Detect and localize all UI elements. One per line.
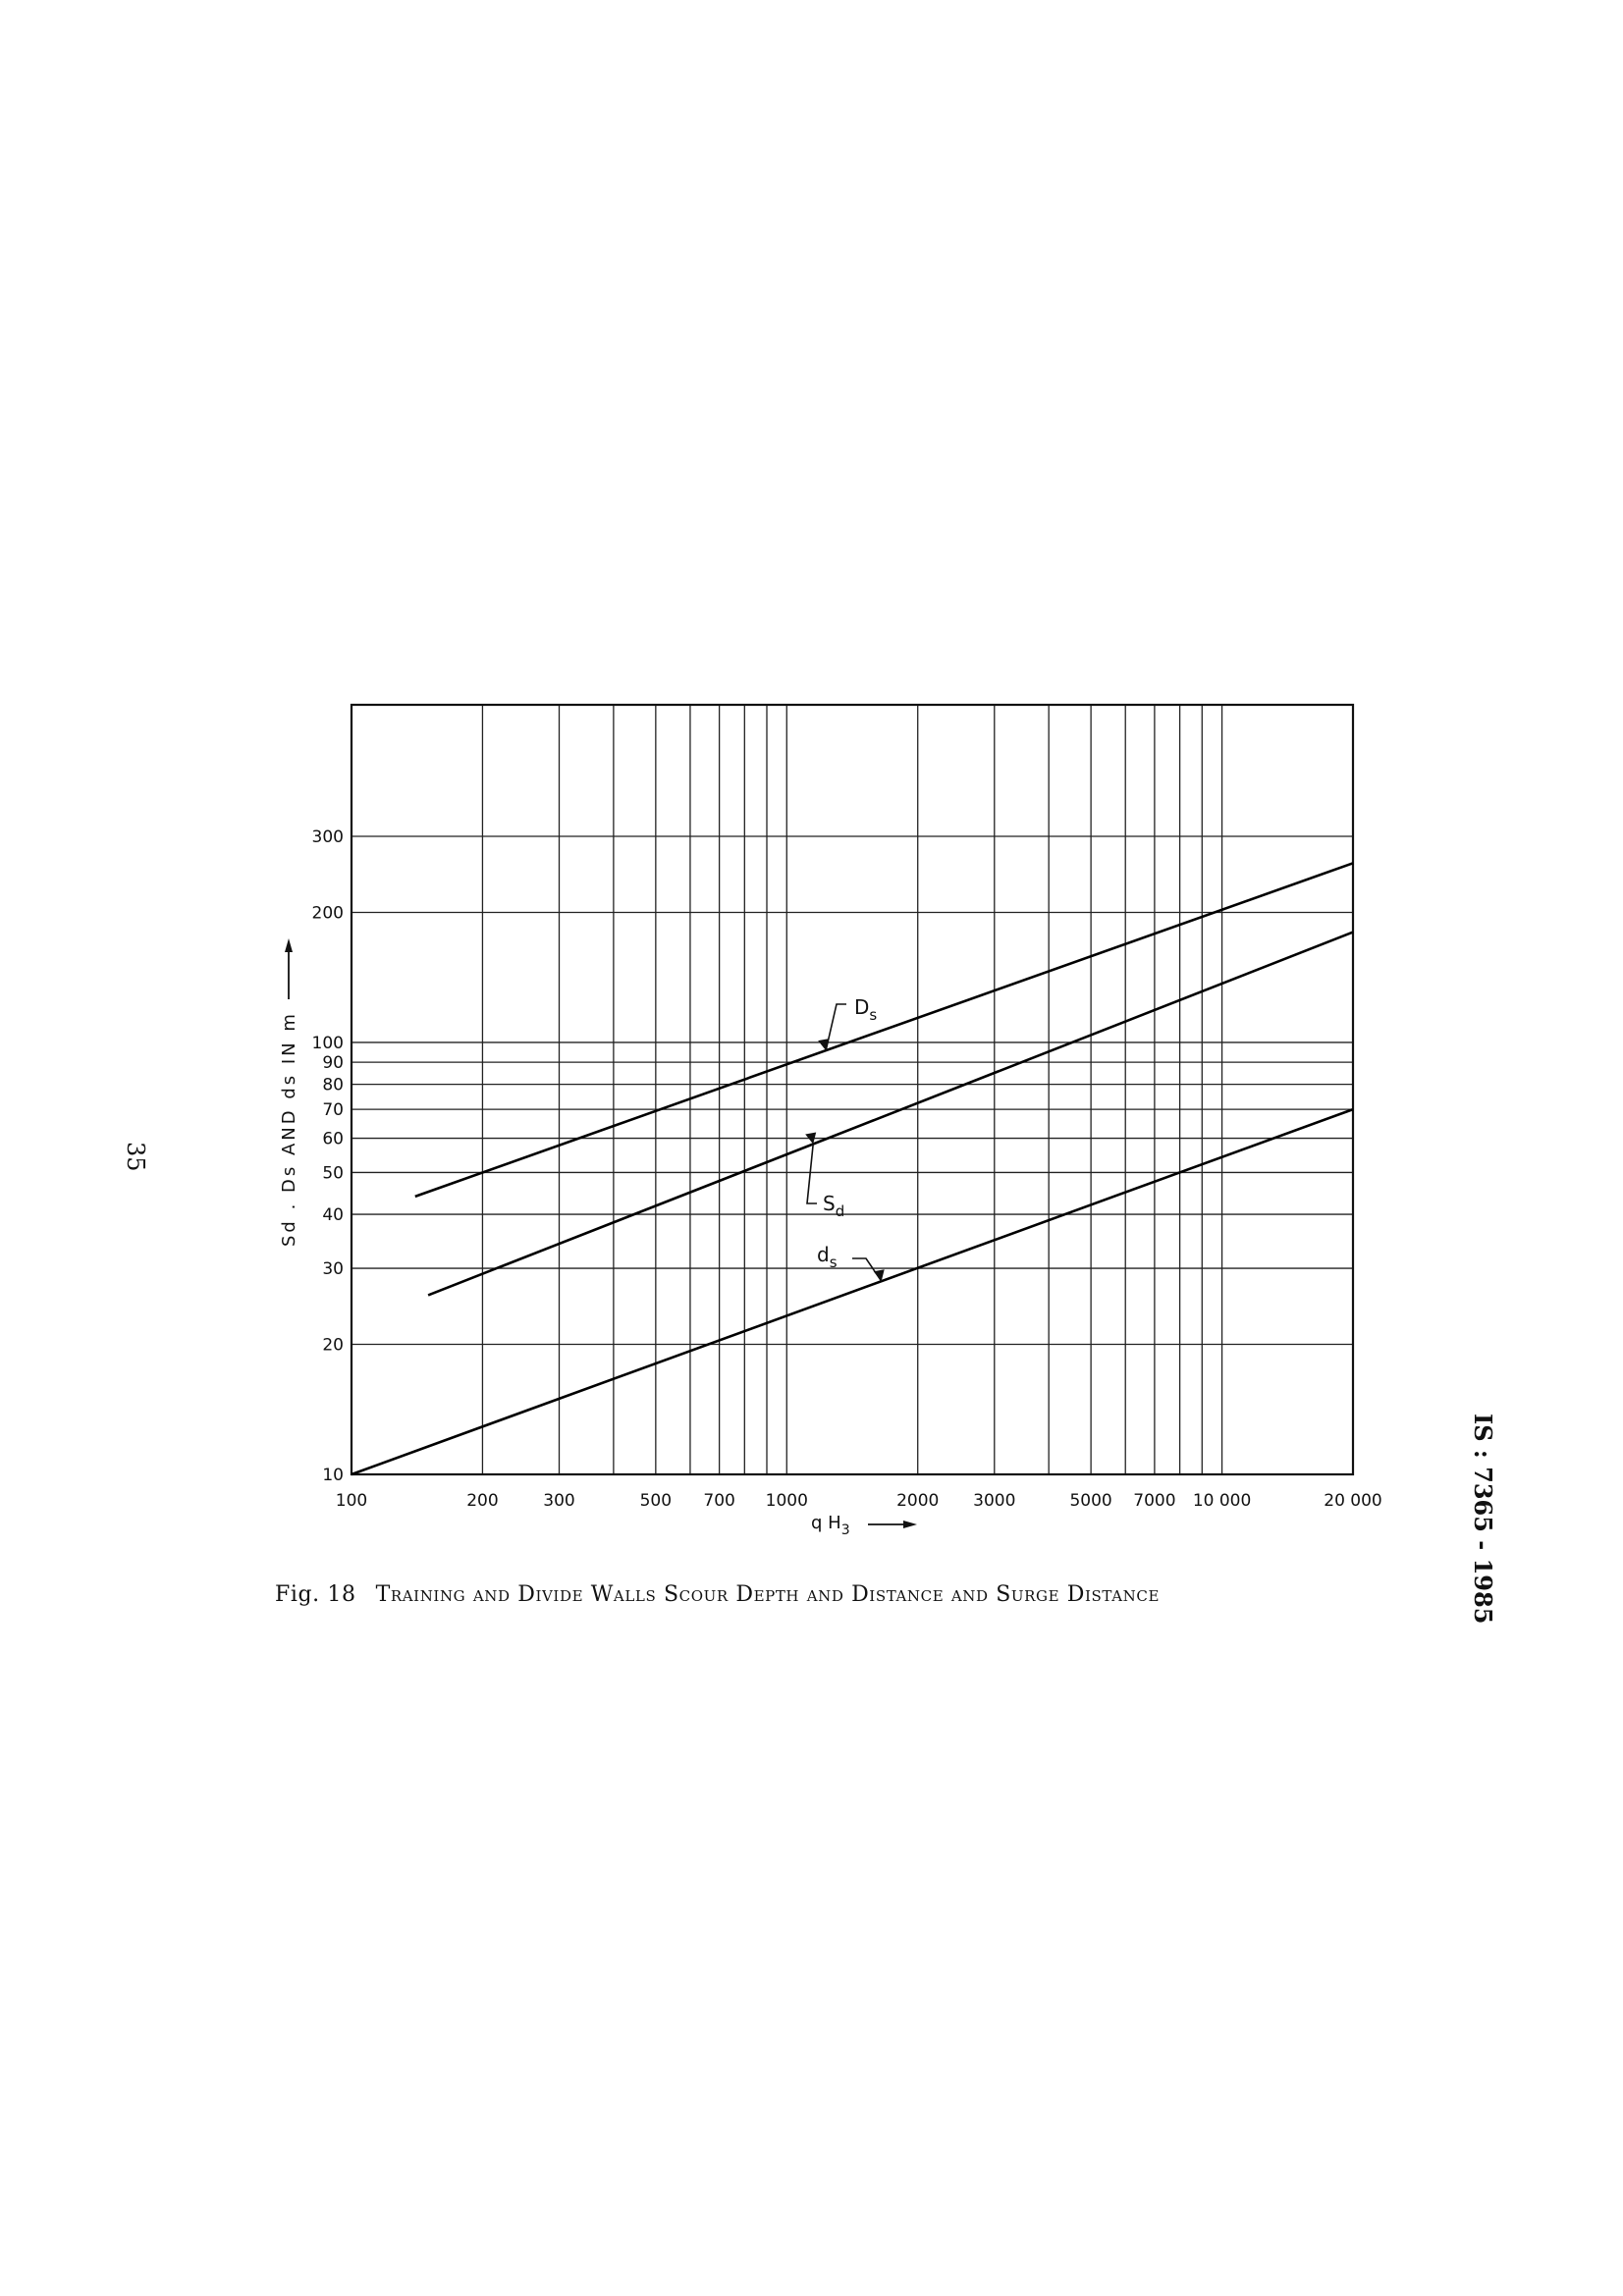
y-tick-label: 100: [311, 1033, 344, 1053]
y-tick-label: 30: [322, 1259, 344, 1280]
x-tick-label: 5000: [1069, 1491, 1112, 1511]
svg-text:q H3: [811, 1513, 850, 1538]
y-tick-label: 200: [311, 903, 344, 924]
y-tick-label: 70: [322, 1100, 344, 1121]
y-tick-label: 20: [322, 1335, 344, 1356]
y-tick-label: 90: [322, 1053, 344, 1074]
series-line-sd: [428, 933, 1353, 1296]
page-number: 35: [122, 1142, 149, 1172]
y-tick-label: 50: [322, 1163, 344, 1184]
series-lines: [352, 863, 1353, 1474]
y-tick-label: 80: [322, 1075, 344, 1095]
x-tick-label: 300: [543, 1491, 575, 1511]
x-tick-label: 20 000: [1324, 1491, 1382, 1511]
x-tick-label: 700: [703, 1491, 735, 1511]
y-axis-label-text: Sd . Ds AND ds IN m: [279, 1011, 299, 1247]
y-tick-label: 300: [311, 828, 344, 847]
y-axis-arrow-head: [285, 938, 293, 952]
x-axis-label: [811, 1513, 917, 1538]
series-line-ds: [352, 1109, 1353, 1474]
x-axis-label-main: q H: [811, 1513, 841, 1533]
x-tick-label: 200: [466, 1491, 499, 1511]
curve-label-leader: [807, 1144, 817, 1203]
series-line-ds: [415, 863, 1353, 1197]
x-tick-label: 7000: [1133, 1491, 1176, 1511]
figure-number: Fig. 18: [275, 1582, 356, 1607]
figure-caption: [275, 1582, 1160, 1607]
y-tick-label: 60: [322, 1129, 344, 1149]
y-tick-label: 10: [322, 1466, 344, 1485]
plot-frame: [352, 705, 1353, 1474]
grid: [352, 705, 1353, 1474]
y-tick-labels: [312, 828, 344, 1485]
x-tick-label: 100: [335, 1491, 368, 1511]
x-axis-arrow-head: [903, 1521, 917, 1528]
x-tick-label: 2000: [896, 1491, 940, 1511]
curve-label-ds: $D_s$: [854, 995, 878, 1024]
curve-label-leader: [852, 1258, 882, 1281]
y-axis-label: [279, 938, 299, 1247]
figure-title: Training and Divide Walls Scour Depth and Distance and Surge Distance: [375, 1582, 1160, 1607]
y-tick-label: 40: [322, 1205, 344, 1226]
x-tick-label: 1000: [765, 1491, 808, 1511]
x-tick-label: 10 000: [1192, 1491, 1252, 1511]
curve-label-sd: $S_d$: [823, 1192, 845, 1220]
x-tick-label: 3000: [973, 1491, 1016, 1511]
curve-label-ds: $d_s$: [817, 1243, 838, 1271]
standard-number: IS : 7365 - 1985: [1469, 1414, 1497, 1625]
x-axis-label-sub: 3: [840, 1522, 850, 1538]
x-tick-labels: [336, 1491, 1382, 1511]
x-tick-label: 500: [639, 1491, 673, 1511]
